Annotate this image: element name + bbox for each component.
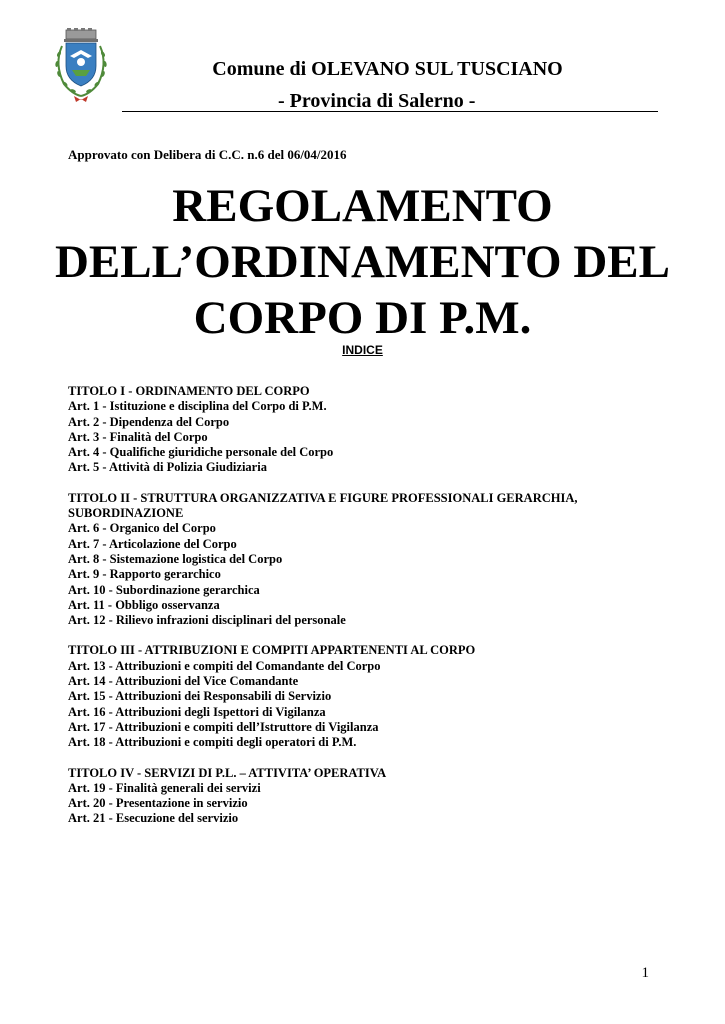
toc-section-title: TITOLO III - ATTRIBUZIONI E COMPITI APPARTENENTI AL CORPO (68, 643, 476, 658)
toc-article: Art. 15 - Attribuzioni dei Responsabili di Servizio (68, 689, 332, 704)
toc-article: Art. 7 - Articolazione del Corpo (68, 536, 237, 551)
toc-article: Art. 14 - Attribuzioni del Vice Comandante (68, 674, 299, 689)
province-name: - Provincia di Salerno - (278, 90, 476, 112)
toc-article: Art. 13 - Attribuzioni e compiti del Comandante del Corpo (68, 658, 381, 673)
document-title (0, 178, 725, 346)
toc-section-titolo-1 (68, 384, 668, 476)
toc-section-title: TITOLO I - ORDINAMENTO DEL CORPO (68, 384, 310, 398)
title-line: DELL’ORDINAMENTO DEL (54, 236, 671, 288)
toc-article: Art. 2 - Dipendenza del Corpo (68, 414, 230, 429)
approval-note: Approvato con Delibera di C.C. n.6 del 06/04/2016 (68, 147, 347, 162)
toc-article: Art. 10 - Subordinazione gerarchica (68, 582, 260, 597)
toc-article: Art. 6 - Organico del Corpo (68, 521, 216, 536)
toc-article: Art. 1 - Istituzione e disciplina del Corpo di P.M. (68, 399, 327, 414)
toc-section-title: TITOLO IV - SERVIZI DI P.L. – ATTIVITA’ OPERATIVA (68, 765, 387, 780)
toc-article: Art. 12 - Rilievo infrazioni disciplinari del personale (68, 613, 346, 628)
toc-section-titolo-3 (68, 643, 668, 750)
toc-section-titolo-4 (68, 766, 668, 827)
toc-article: Art. 3 - Finalità del Corpo (68, 429, 208, 444)
toc-article: Art. 8 - Sistemazione logistica del Corpo (68, 551, 283, 566)
toc-article: Art. 5 - Attività di Polizia Giudiziaria (68, 460, 267, 475)
toc-article: Art. 19 - Finalità generali dei servizi (68, 780, 261, 795)
page-number: 1 (641, 965, 649, 981)
title-line: CORPO DI P.M. (193, 292, 532, 344)
toc-article: Art. 11 - Obbligo osservanza (68, 597, 220, 612)
toc-article: Art. 16 - Attribuzioni degli Ispettori di Vigilanza (68, 704, 326, 719)
table-of-contents (68, 384, 668, 842)
toc-article: Art. 17 - Attribuzioni e compiti dell’Istruttore di Vigilanza (68, 719, 379, 734)
toc-section-title: TITOLO II - STRUTTURA ORGANIZZATIVA E FIGURE PROFESSIONALI GERARCHIA, SUBORDINAZIONE (68, 490, 578, 521)
header-divider (122, 111, 658, 112)
toc-article: Art. 18 - Attribuzioni e compiti degli operatori di P.M. (68, 735, 357, 750)
toc-article: Art. 21 - Esecuzione del servizio (68, 811, 239, 826)
title-line: REGOLAMENTO (172, 180, 553, 232)
toc-section-titolo-2 (68, 491, 668, 629)
index-heading: INDICE (342, 343, 383, 357)
toc-article: Art. 4 - Qualifiche giuridiche personale del Corpo (68, 445, 334, 460)
toc-article: Art. 9 - Rapporto gerarchico (68, 567, 221, 582)
municipality-name: Comune di OLEVANO SUL TUSCIANO (212, 58, 563, 80)
toc-article: Art. 20 - Presentazione in servizio (68, 796, 248, 811)
